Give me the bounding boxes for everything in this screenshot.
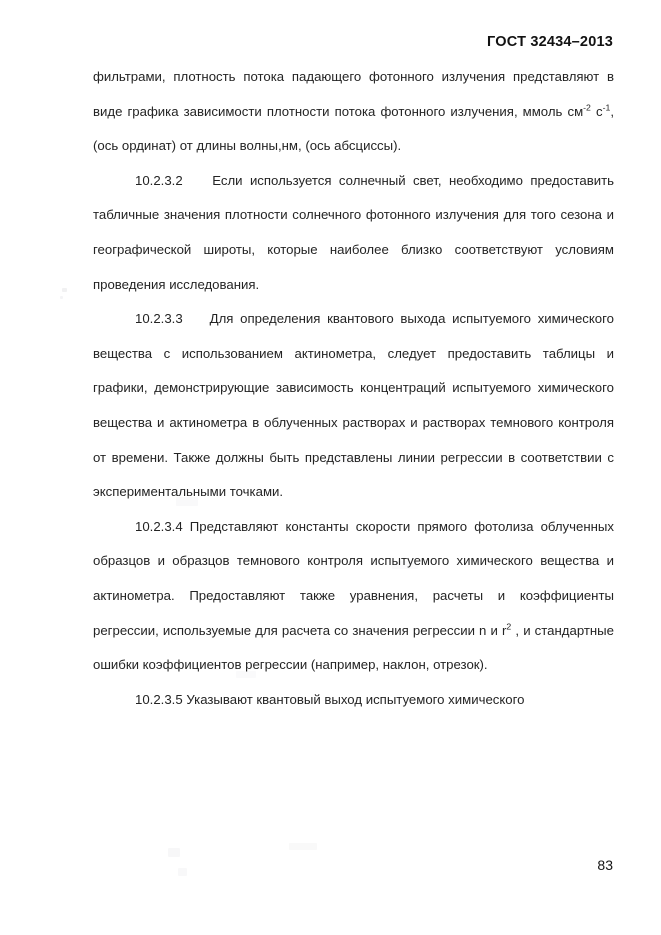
superscript-exponent: 2 [506,621,512,632]
clause-number: 10.2.3.3 [135,311,183,327]
scan-artifact [289,843,317,850]
clause-text: Если используется солнечный свет, необходимо предоставить табличные значения плотности солнечного фотонного излучения для того сезона и географической широты, которые наиболее близко соответствуют условиям проведения исследования. [93,172,615,292]
document-body [93,60,614,717]
paragraph-text-segment: , (ось ординат) от длины волны,нм, (ось абсциссы). [93,103,614,154]
scan-artifact [178,868,187,876]
clause-10-2-3-3 [93,302,614,510]
paragraph-text-segment: фильтрами, плотность потока падающего фотонного излучения представляют в виде графика зависимости плотности потока фотонного излучения, ммоль см [93,69,614,119]
paragraph-continuation [93,60,614,164]
clause-text-segment: Представляют константы скорости прямого фотолиза облученных образцов и образцов темнового контроля испытуемого химического вещества и актинометра. Предоставляют также уравнения, расчеты и коэффициенты регрессии, используемые для расчета со значения регрессии n и r [93,518,614,638]
scan-artifact [62,288,67,292]
clause-number: 10.2.3.5 [135,691,183,707]
scan-artifact [60,296,63,299]
clause-text: Указывают квантовый выход испытуемого химического [186,691,525,707]
clause-10-2-3-5 [93,683,614,718]
clause-text-segment: , и стандартные ошибки коэффициентов регрессии (например, наклон, отрезок). [93,622,614,673]
scan-artifact [168,848,180,857]
document-header-standard-number: ГОСТ 32434–2013 [487,34,613,50]
clause-10-2-3-4 [93,510,614,683]
clause-number: 10.2.3.4 [135,518,183,534]
superscript-exponent: -2 [583,102,591,113]
clause-text: Для определения квантового выхода испытуемого химического вещества с использованием актинометра, следует предоставить таблицы и графики, демонстрирующие зависимость концентраций испытуемого химического вещества и актинометра в облученных растворах и растворах темнового контроля от времени. Также должны быть представлены линии регрессии в соответствии с экспериментальными точками. [93,311,614,500]
paragraph-text-segment: с [590,103,603,119]
clause-10-2-3-2 [93,164,614,302]
superscript-exponent: -1 [602,102,611,113]
page-number: 83 [597,857,613,873]
clause-number: 10.2.3.2 [135,172,183,188]
